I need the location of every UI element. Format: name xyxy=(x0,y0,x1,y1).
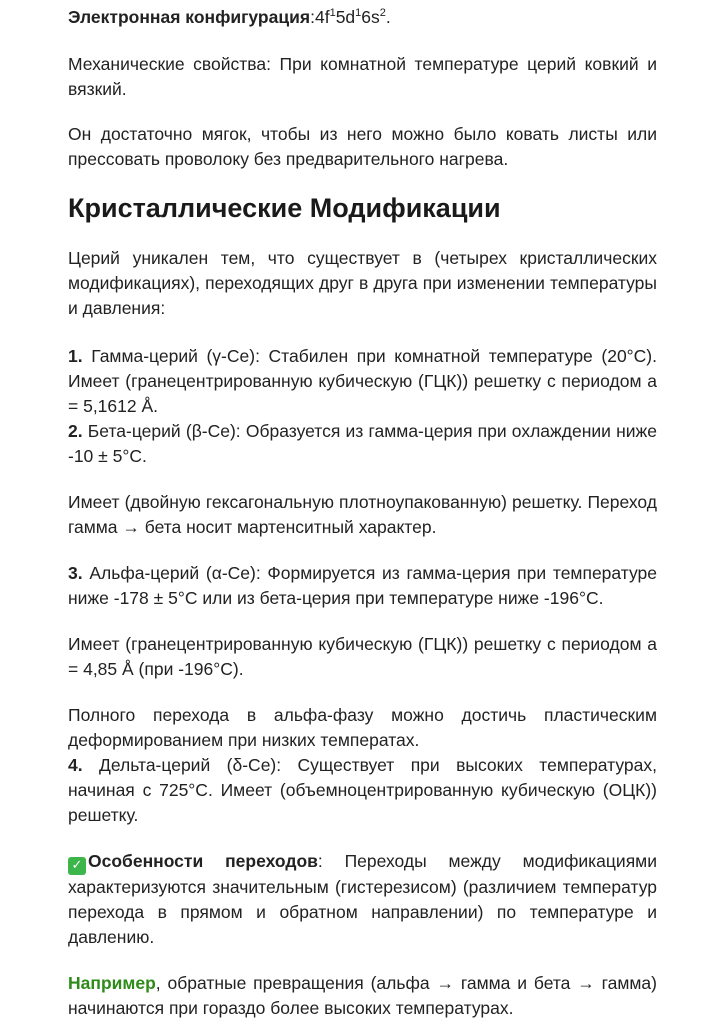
alpha-cerium-details: Имеет (гранецентрированную кубическую (ГЦК)) решетку с периодом a = 4,85 Å (при -196°С). xyxy=(68,634,657,679)
mechanical-properties-paragraph: Механические свойства: При комнатной температуре церий ковкий и вязкий. xyxy=(68,54,657,99)
section-title: Кристаллические Модификации xyxy=(68,193,501,223)
item-number: 4. xyxy=(68,755,83,775)
beta-cerium-details: Имеет (двойную гексагональную плотноупакованную) решетку. Переход гамма → бета носит мартенситный характер. xyxy=(68,492,657,537)
features-label: Особенности переходов xyxy=(88,851,318,871)
softness-paragraph: Он достаточно мягок, чтобы из него можно было ковать листы или прессовать проволоку без предварительного нагрева. xyxy=(68,124,657,169)
beta-cerium-item: 2. Бета-церий (β-Се): Образуется из гамма-церия при охлаждении ниже -10 ± 5°С. xyxy=(68,421,657,466)
delta-cerium-item: 4. Дельта-церий (δ-Се): Существует при высоких температурах, начиная с 725°С. Имеет (объемноцентрированную кубическую (ОЦК)) решетку. xyxy=(68,755,657,825)
electron-config: Электронная $конфигурация:4f^15d^16s^2$. xyxy=(68,7,391,27)
item-number: 2. xyxy=(68,421,83,441)
alpha-cerium-item: 3. Альфа-церий (α-Се): Формируется из гамма-церия при температуре ниже -178 ± 5°С или из бета-церия при температуре ниже -196°С. xyxy=(68,563,657,608)
item-number: 1. xyxy=(68,346,83,366)
transition-features-paragraph: ✓ Особенности переходов: Переходы между модификациями характеризуются значительным (гистерезисом) (различием температур перехода в прямом и обратном направлении) по температуре и давлению. xyxy=(68,851,657,947)
example-paragraph: Например, обратные превращения (альфа → гамма и бета → гамма) начинаются при гораздо более высоких температурах. xyxy=(68,973,657,1018)
check-mark-icon: ✓ xyxy=(68,857,86,875)
alpha-phase-transition-note: Полного перехода в альфа-фазу можно достичь пластическим деформированием при низких температах. xyxy=(68,705,657,750)
electron-config-label: Электронная конфигурация xyxy=(68,7,311,27)
document-page xyxy=(68,0,657,1021)
gamma-cerium-item: 1. Гамма-церий (γ-Се): Стабилен при комнатной температуре (20°С). Имеет (гранецентрированную кубическую (ГЦК)) решетку с периодом a = 5,1612 Å. xyxy=(68,346,657,416)
intro-paragraph: Церий уникален тем, что существует в (четырех кристаллических модификациях), переходящих друг в друга при изменении температуры и давления: xyxy=(68,248,657,318)
item-number: 3. xyxy=(68,563,83,583)
example-label: Например xyxy=(68,973,156,993)
